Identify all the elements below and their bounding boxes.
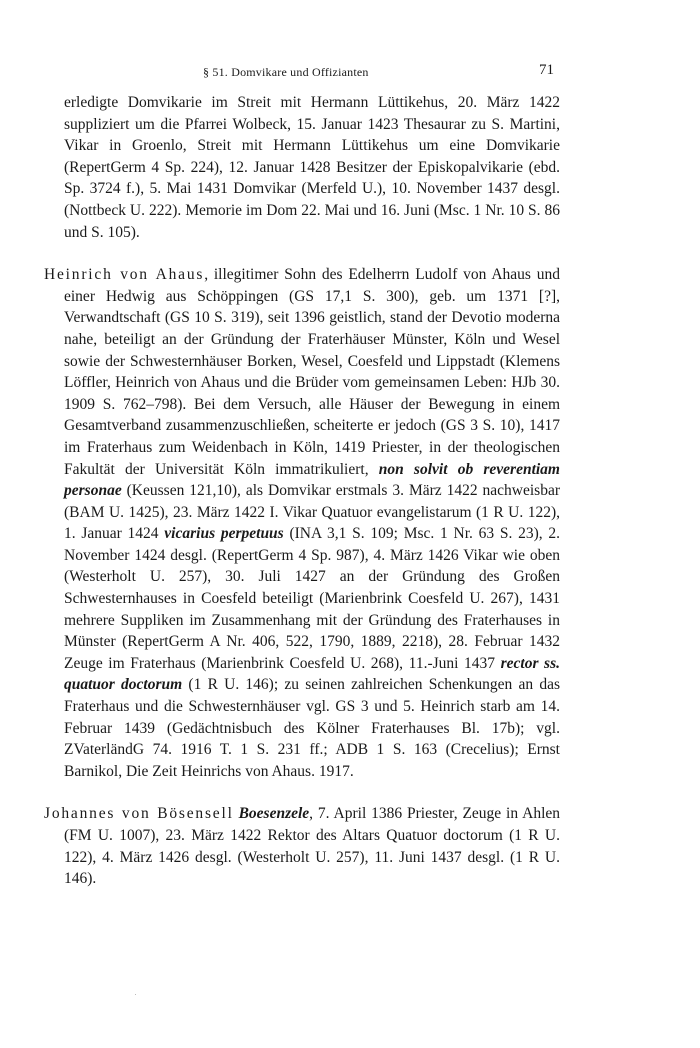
italic-term: vicarius perpetuus: [164, 525, 284, 543]
italic-term: Boesenzele: [238, 805, 310, 823]
text-run: (Keussen 121,10), als Domvikar erstmals 3. März 1422 nachweisbar (BAM U. 1425), 23. März 1422 I. Vikar Quatuor evangelistarum (1 R U. 122), 1. Januar 1424: [64, 482, 560, 543]
text-run: (1 R U. 146); zu seinen zahlreichen Schenkungen an das Fraterhaus und die Schwesternhäuser vgl. GS 3 und 5. Heinrich starb am 14. Februar 1439 (Gedächtnisbuch des Kölner Fraterhauses Bl. 17b); vgl. ZVaterländG 74. 1916 T. 1 S. 231 ff.; ADB 1 S. 163 (Crecelius); Ernst Barnikol, Die Zeit Heinrichs von Ahaus. 1917.: [64, 676, 560, 780]
entry-heinrich-von-ahaus: [44, 264, 560, 782]
page-speck: [135, 994, 136, 995]
text-run: , 7. April 1386 Priester, Zeuge in Ahlen (FM U. 1007), 23. März 1422 Rektor des Altars Quatuor doctorum (1 R U. 122), 4. März 1426 desgl. (Westerholt U. 257), 11. Juni 1437 desgl. (1 R U. 146).: [64, 805, 561, 888]
text-run: , illegitimer Sohn des Edelherrn Ludolf von Ahaus und einer Hedwig aus Schöppingen (GS 17,1 S. 300), geb. um 1371 [?], Verwandtschaft (GS 10 S. 319), seit 1396 geistlich, stand der Devotio moderna nahe, beteiligt an der Gründung der Fraterhäuser Münster, Köln und Wesel sowie der Schwesternhäuser Borken, Wesel, Coesfeld und Lippstadt (Klemens Löffler, Heinrich von Ahaus und die Brüder vom gemeinsamen Leben: HJb 30. 1909 S. 762–798). Bei dem Versuch, alle Häuser der Bewegung in einem Gesamtverband zusammenzuschließen, scheiterte er jedoch (GS 3 S. 10), 1417 im Fraterhaus zum Weidenbach in Köln, 1419 Priester, in der theologischen Fakultät der Universität Köln immatrikuliert,: [64, 266, 560, 478]
entry-name: Heinrich von Ahaus: [44, 266, 205, 284]
text-run: (INA 3,1 S. 109; Msc. 1 Nr. 63 S. 23), 2. November 1424 desgl. (RepertGerm 4 Sp. 987), 4. März 1426 Vikar wie oben (Westerholt U. 257), 30. Juli 1427 an der Gründung des Großen Schwesternhauses in Coesfeld beteiligt (Marienbrink Coesfeld U. 267), 1431 mehrere Suppliken im Zusammenhang mit der Gründung des Fraterhauses in Münster (RepertGerm A Nr. 406, 522, 1790, 1889, 2218), 28. Februar 1432 Zeuge im Fraterhaus (Marienbrink Coesfeld U. 268), 11.-Juni 1437: [64, 525, 560, 672]
entry-name: Johannes von Bösensell: [44, 805, 234, 823]
page-number: 71: [539, 62, 554, 78]
page-header: [0, 62, 700, 82]
running-head: § 51. Domvikare und Offizianten: [203, 65, 369, 79]
entry-johannes-von-boesensell: [44, 803, 560, 889]
text-run: erledigte Domvikarie im Streit mit Hermann Lüttikehus, 20. März 1422 suppliziert um die Pfarrei Wolbeck, 15. Januar 1423 Thesaurar zu S. Martini, Vikar in Groenlo, Streit mit Hermann Lüttikehus um eine Domvikarie (RepertGerm 4 Sp. 224), 12. Januar 1428 Besitzer der Episkopalvikarie (ebd. Sp. 3724 f.), 5. Mai 1431 Domvikar (Merfeld U.), 10. November 1437 desgl. (Nottbeck U. 222). Memorie im Dom 22. Mai und 16. Juni (Msc. 1 Nr. 10 S. 86 und S. 105).: [64, 94, 560, 241]
italic-term: non solvit ob reverentiam personae: [64, 460, 560, 500]
entry-continuation: [44, 92, 560, 243]
italic-term: rector ss. quatuor doctorum: [64, 654, 560, 694]
page-body: [44, 92, 560, 890]
